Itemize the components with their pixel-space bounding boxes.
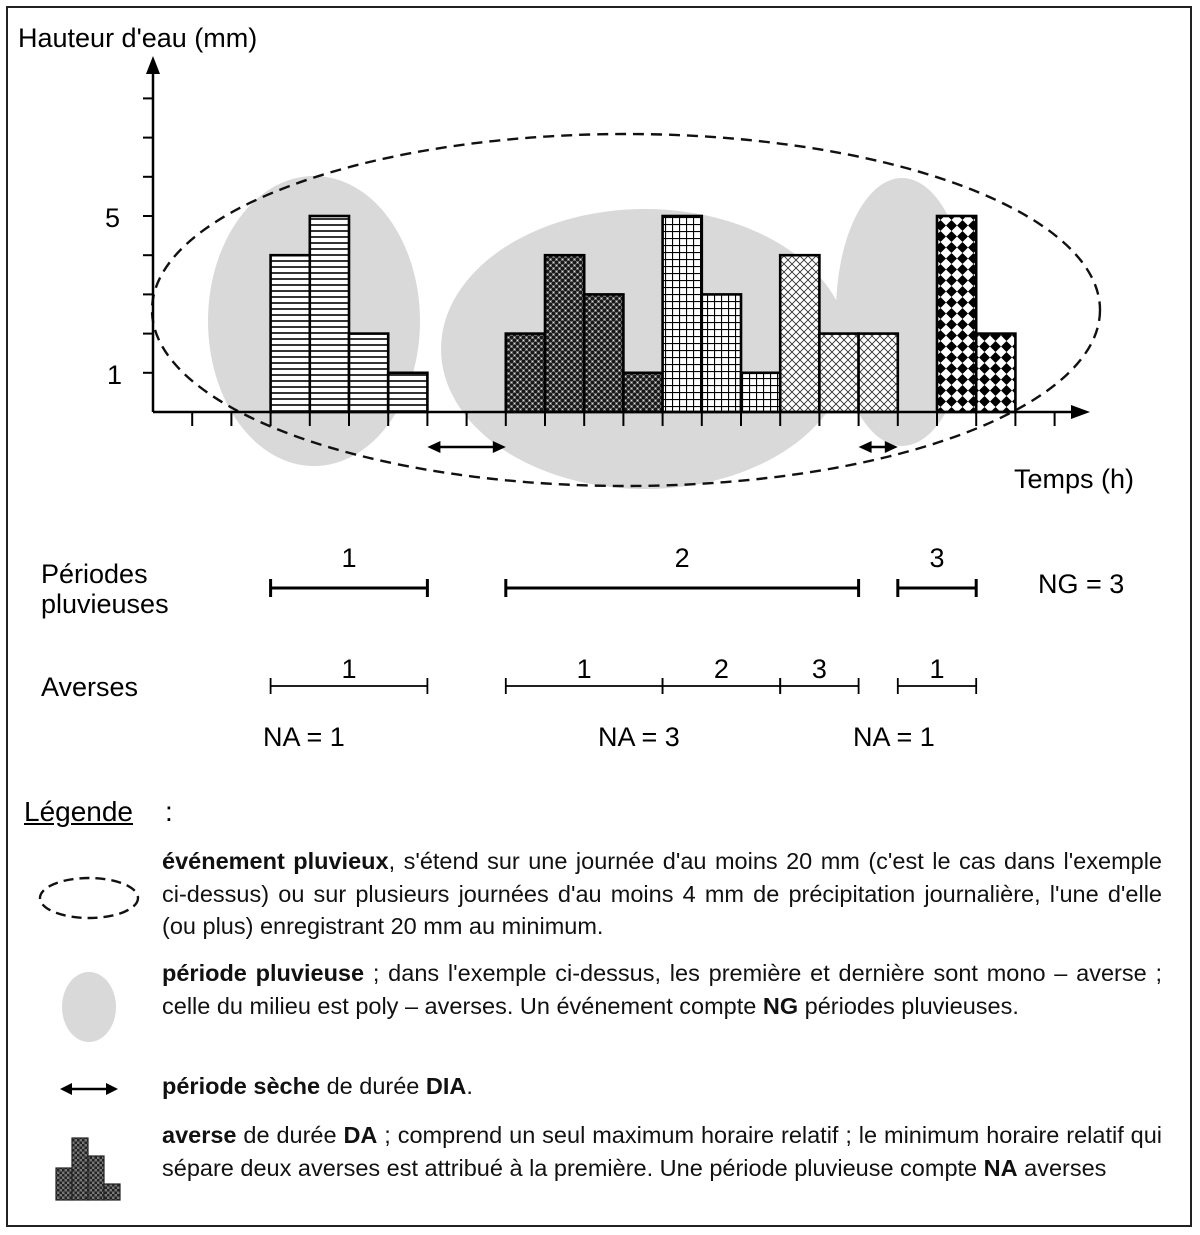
x-axis-label: Temps (h)	[1014, 464, 1135, 494]
y-tick-label-1: 1	[107, 360, 123, 390]
grey-ellipse-icon	[60, 970, 118, 1044]
bar-h9	[506, 334, 545, 412]
bar-h16	[780, 255, 819, 412]
legend-item-periode-bold: période pluvieuse	[162, 960, 365, 986]
bar-h10	[545, 255, 584, 412]
na-text-1: NA = 1	[263, 722, 345, 752]
legend-item-seche-text2: .	[466, 1073, 473, 1099]
legend-item-averse-text3: averses	[1017, 1154, 1107, 1181]
periode-label: 2	[674, 543, 690, 573]
bar-h21	[976, 334, 1015, 412]
legend-item-periode-text: ; dans l'exemple ci-dessus, les première et dernière sont mono – averse ; celle du milieu est poly – averses. Un événement compte	[162, 960, 1163, 1019]
legend-item-seche-bold: période sèche	[162, 1073, 321, 1099]
y-axis-label: Hauteur d'eau (mm)	[18, 23, 258, 53]
averse-label: 1	[341, 654, 357, 684]
averse-label: 1	[929, 654, 945, 684]
bar-h14	[702, 294, 741, 412]
legend-item-evenement-bold: événement pluvieux	[162, 848, 389, 874]
periodes-label-line2: pluvieuses	[41, 589, 169, 619]
legend-item-periode-text2: périodes pluvieuses.	[798, 992, 1019, 1019]
dry-period-arrow-1	[427, 441, 505, 453]
legend-item-seche-bold2: DIA	[425, 1073, 467, 1099]
legend-item-evenement-text: , s'étend sur une journée d'au moins 20 mm (c'est le cas dans l'exemple ci-dessus) ou sur plusieurs journées d'au moins 4 mm de précipitation journalière, l'une d'elle (ou plus) enregistrant 20 mm au minimum.	[162, 848, 1163, 939]
averse-label: 1	[576, 654, 592, 684]
y-axis-arrow-icon	[146, 56, 160, 74]
legend-item-averse	[162, 1119, 1162, 1184]
periode-label: 3	[929, 543, 945, 573]
averse-label: 3	[811, 654, 827, 684]
legend-item-averse-bold3: NA	[983, 1154, 1018, 1181]
bar-h5	[349, 334, 388, 412]
periodes-label-line1: Périodes	[41, 559, 148, 589]
bar-h15	[741, 373, 780, 412]
na-text-3: NA = 1	[853, 722, 935, 752]
legend-title: Légende	[24, 796, 134, 827]
legend-item-averse-text: de durée	[236, 1122, 344, 1148]
bar-h20	[937, 216, 976, 412]
averses-label: Averses	[41, 672, 139, 702]
periode-label: 1	[341, 543, 357, 573]
bar-h4	[310, 216, 349, 412]
bar-h18	[859, 334, 898, 412]
bar-h11	[584, 294, 623, 412]
bar-h12	[623, 373, 662, 412]
averse-histogram-icon	[52, 1134, 126, 1204]
x-axis-arrow-icon	[1071, 405, 1090, 419]
legend-item-periode-bold2: NG	[762, 992, 799, 1019]
legend-colon: :	[165, 796, 173, 827]
legend-item-averse-bold2: DA	[343, 1122, 378, 1148]
double-arrow-icon	[58, 1078, 120, 1100]
bar-h3	[271, 255, 310, 412]
legend-item-seche	[162, 1070, 1162, 1103]
legend-item-averse-text2: ; comprend un seul maximum horaire relatif ; le minimum horaire relatif qui sépare deux averses est attribué à la première. Une période pluvieuse compte	[162, 1122, 1162, 1181]
bar-h13	[663, 216, 702, 412]
bar-h17	[819, 334, 858, 412]
y-tick-label-5: 5	[105, 203, 121, 233]
legend-item-seche-text: de durée	[320, 1073, 426, 1099]
dashed-ellipse-icon	[36, 874, 142, 924]
legend-item-periode	[162, 957, 1162, 1022]
legend-item-averse-bold: averse	[162, 1122, 237, 1148]
averse-label: 2	[713, 654, 729, 684]
bar-h6	[388, 373, 427, 412]
na-text-2: NA = 3	[598, 722, 680, 752]
ng-text: NG = 3	[1038, 569, 1125, 599]
legend-item-evenement	[162, 845, 1162, 943]
